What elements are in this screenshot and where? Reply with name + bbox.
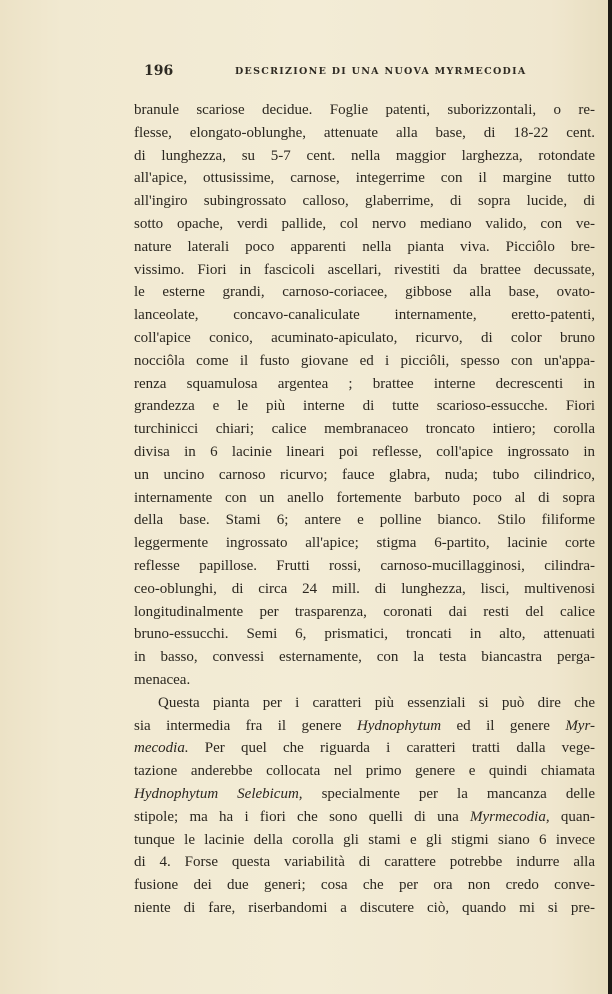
text-line: renza squamulosa argentea ; brattee interne decrescenti in [134,375,595,392]
text-line: le esterne grandi, carnoso-coriacee, gibbose alla base, ovato- [134,284,595,301]
text-line: reflesse papillose. Frutti rossi, carnoso-mucillagginosi, cilindra- [134,557,595,574]
page-header [140,63,595,83]
paragraph-line [134,737,595,760]
genus-name: mecodia. [134,740,189,757]
text-line: all'apice, ottusissime, carnose, integerrime con il margine tutto [134,170,595,187]
species-name: Hydnophytum Selebicum, [134,785,303,802]
paragraph-line [134,829,595,852]
text-line: della base. Stami 6; antere e polline bianco. Stilo filiforme [134,512,595,529]
paragraph-line [134,715,595,738]
paragraph-line [134,874,595,897]
text-line: di lunghezza, su 5-7 cent. nella maggior larghezza, rotondate [134,147,595,164]
text-line: bruno-essucchi. Semi 6, prismatici, troncati in alto, attenuati [134,626,595,643]
text-line: divisa in 6 lacinie lineari poi reflesse, coll'apice ingrossato in [134,443,595,460]
paragraph-line [134,760,595,783]
genus-name: Myrmecodia, [470,808,550,825]
genus-name: Myr- [565,717,595,734]
text-run: niente di fare, riserbandomi a discutere ciò, quando mi si pre- [134,899,595,916]
text-run: Per quel che riguarda i caratteri tratti dalla vege- [188,740,595,757]
text-line: longitudinalmente per trasparenza, coronati dai resti del calice [134,603,595,620]
paragraph-line [134,692,595,715]
text-run: specialmente per la mancanza delle [302,785,595,802]
text-line: internamente con un anello fortemente barbuto poco al di sopra [134,489,595,506]
body-text [134,99,595,920]
text-line: all'ingiro subingrossato calloso, glaberrime, di sopra lucide, di [134,193,595,210]
text-line: branule scariose decidue. Foglie patenti, suborizzontali, o re- [134,102,595,118]
text-line: turchinicci chiari; calice membranaceo troncato intiero; corolla [134,421,595,438]
text-line: sotto opache, verdi pallide, col nervo mediano valido, con ve- [134,215,595,232]
paragraph-line [134,897,595,920]
paragraph-line [134,783,595,806]
text-line: grandezza e le più interne di tutte scarioso-essucche. Fiori [134,398,595,415]
text-line: vissimo. Fiori in fascicoli ascellari, rivestiti da brattee decussate, [134,261,595,278]
text-run: ed il genere [441,717,566,734]
text-line: nature laterali poco apparenti nella pianta viva. Picciôlo bre- [134,238,595,255]
text-line: menacea. [134,671,191,688]
text-line: ceo-oblunghi, di circa 24 mill. di lunghezza, lisci, multivenosi [134,580,595,597]
text-run: tazione anderebbe collocata nel primo genere e quindi chiamata [134,763,595,780]
text-line: lanceolate, concavo-canaliculate internamente, eretto-patenti, [134,307,595,324]
running-title: DESCRIZIONE DI UNA NUOVA MYRMECODIA [235,66,527,77]
page-edge-shadow [608,0,612,994]
text-run: sia intermedia fra il genere [134,717,357,734]
text-run: di 4. Forse questa variabilità di carattere potrebbe indurre alla [134,854,595,871]
text-run: quan- [549,808,596,825]
text-line: coll'apice conico, acuminato-apiculato, ricurvo, di color bruno [134,329,595,346]
text-line: flesse, elongato-oblunghe, attenuate alla base, di 18-22 cent. [134,124,595,141]
text-line: un uncino carnoso ricurvo; fauce glabra, nuda; tubo cilindrico, [134,466,595,483]
text-run: Questa pianta per i caratteri più essenziali si può dire che [158,694,595,711]
text-line: in basso, convessi esternamente, con la testa biancastra perga- [134,649,595,666]
text-run: stipole; ma ha i fiori che sono quelli di una [134,808,471,825]
page-number: 196 [144,63,174,79]
text-line: leggermente ingrossato all'apice; stigma 6-partito, lacinie corte [134,535,595,552]
text-run: tunque le lacinie della corolla gli stami e gli stigmi siano 6 invece [134,831,595,848]
text-run: fusione dei due generi; cosa che per ora non credo conve- [134,877,595,894]
paragraph-line [134,806,595,829]
paragraph-line [134,851,595,874]
text-line: nocciôla come il fusto giovane ed i picciôli, spesso con un'appa- [134,352,595,369]
genus-name: Hydnophytum [356,717,442,734]
